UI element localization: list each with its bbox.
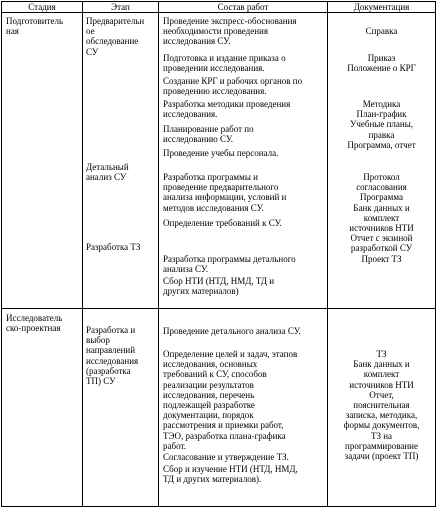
doc-item: Протокол согласования Программа Банк данных и комплект источников НТИ Отчет с экзиной разработкой СУ Проект ТЗ xyxy=(349,172,414,264)
work-item: Проведение учебы персонала. xyxy=(163,148,279,158)
doc-item: Справка xyxy=(365,26,398,36)
column-divider xyxy=(82,1,83,507)
work-item: Подготовка и издание приказа о проведении исследования. xyxy=(163,53,286,74)
stage-research-design: Исследователь ско-проектная xyxy=(6,313,63,334)
work-item: Определение целей и задач, этапов исследования, основных требований к СУ, способов реализации результатов исследования, перечень подлежащей разработке документации, порядок рассмотрения и приемки работ, ТЭО, разработка плана-графика работ. xyxy=(163,349,298,451)
table-border-bottom xyxy=(1,506,436,507)
table-border-left xyxy=(1,1,2,507)
header-stage: Стадия xyxy=(28,2,56,12)
work-item: Сбор НТИ (НТД, НМД, ТД и других материалов) xyxy=(163,276,275,297)
row-divider xyxy=(1,308,436,309)
work-item: Разработка программы и проведение предварительного анализа информации, условий и методов исследования СУ. xyxy=(163,172,287,213)
work-item: Планирование работ по исследованию СУ. xyxy=(163,124,254,145)
work-item: Проведение детального анализа СУ. xyxy=(163,326,301,336)
header-step: Этап xyxy=(111,2,130,12)
work-item: Сбор и изучение НТИ (НТД, НМД, ТД и других материалов). xyxy=(163,464,298,485)
work-item: Согласование и утверждение ТЗ. xyxy=(163,452,289,462)
table-border-right xyxy=(435,1,436,507)
step-preliminary-survey: Предварительн ое обследование СУ xyxy=(86,16,145,57)
header-docs: Документация xyxy=(353,2,410,12)
doc-item: Методика План-график Учебные планы, правка Программа, отчет xyxy=(347,99,416,150)
work-item: Разработка методики проведения исследования. xyxy=(163,99,291,120)
work-item: Определение требований к СУ. xyxy=(163,218,282,228)
step-direction-selection: Разработка и выбор направлений исследования (разработка ТП) СУ xyxy=(86,325,139,387)
step-detailed-analysis: Детальный анализ СУ xyxy=(86,162,129,183)
doc-item: Приказ Положение о КРГ xyxy=(347,53,416,74)
work-item: Создание КРГ и рабочих органов по проведению исследования. xyxy=(163,76,303,97)
step-tz-development: Разработка ТЗ xyxy=(86,242,141,252)
doc-item: ТЗ Банк данных и комплект источников НТИ Отчет, пояснительная записка, методика, формы документов, ТЗ на программирование задачи (проект ТП) xyxy=(343,349,420,462)
column-divider xyxy=(158,1,159,507)
stage-preparatory: Подготовитель ная xyxy=(6,16,64,37)
header-content: Состав работ xyxy=(217,2,269,12)
work-item: Проведение экспресс-обоснования необходимости проведения исследования СУ. xyxy=(163,16,297,47)
work-item: Разработка программы детального анализа СУ. xyxy=(163,254,296,275)
